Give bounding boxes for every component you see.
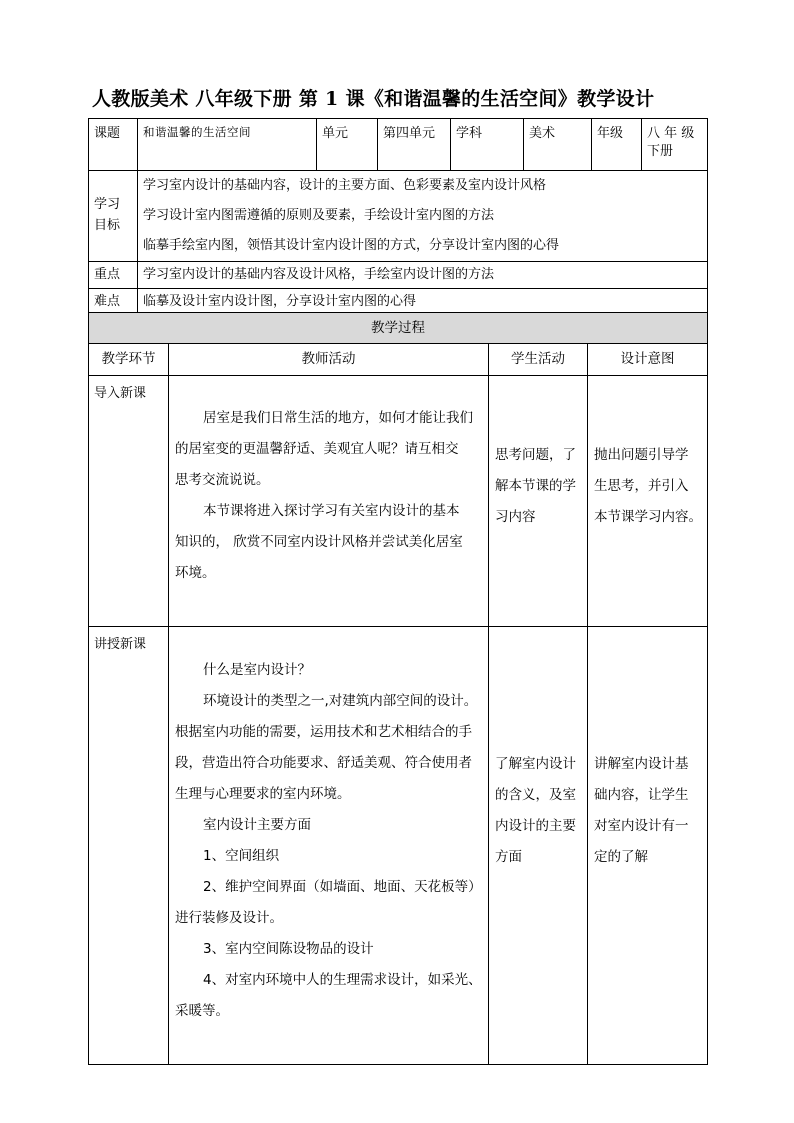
info-row (89, 119, 708, 171)
topic-value: 和谐温馨的生活空间 (138, 119, 317, 171)
objectives-list (138, 171, 708, 262)
teacher-line: 本节课将进入探讨学习有关室内设计的基本 (203, 503, 460, 519)
objectives-label (89, 171, 138, 262)
difficulties-value: 临摹及设计室内设计图，分享设计室内图的心得 (138, 289, 708, 316)
subject-label: 学科 (451, 119, 524, 171)
student-line: 的含义，及室 (495, 787, 576, 803)
difficulties-label: 难点 (89, 289, 138, 316)
teacher-line: 3、室内空间陈设物品的设计 (203, 941, 374, 957)
teacher-line: 2、维护空间界面（如墙面、地面、天花板等） (203, 879, 482, 895)
student-line: 了解室内设计 (495, 756, 576, 772)
grade-label: 年级 (592, 119, 642, 171)
teacher-line: 居室是我们日常生活的地方，如何才能让我们 (203, 410, 473, 426)
process-title: 教学过程 (89, 313, 708, 344)
teacher-line: 的居室变的更温馨舒适、美观宜人呢？请互相交 (175, 441, 459, 457)
teacher-line: 环境。 (175, 565, 216, 581)
student-line: 习内容 (495, 509, 536, 525)
stage-name: 讲授新课 (89, 627, 169, 1065)
unit-value: 第四单元 (378, 119, 451, 171)
teacher-line: 段，营造出符合功能要求、舒适美观、符合使用者 (175, 755, 472, 771)
student-activity (489, 627, 588, 1065)
teacher-line: 环境设计的类型之一,对建筑内部空间的设计。 (203, 693, 478, 709)
lesson-info-table (88, 118, 708, 316)
teacher-line: 进行装修及设计。 (175, 910, 283, 926)
teacher-line: 思考交流说说。 (175, 472, 270, 488)
objective-item: 临摹手绘室内图，领悟其设计室内设计图的方式，分享设计室内图的心得 (143, 238, 560, 253)
teaching-process-table (88, 312, 708, 1065)
intent-line: 本节课学习内容。 (594, 509, 702, 525)
teacher-line: 生理与心理要求的室内环境。 (175, 786, 351, 802)
objectives-row (89, 171, 708, 262)
teacher-line: 知识的， 欣赏不同室内设计风格并尝试美化居室 (175, 534, 463, 550)
teacher-line: 采暖等。 (175, 1003, 229, 1019)
intent-line: 础内容，让学生 (594, 787, 689, 803)
objective-item: 学习设计室内图需遵循的原则及要素，手绘设计室内图的方法 (143, 208, 495, 223)
teacher-activity (169, 627, 489, 1065)
intent-line: 生思考，并引入 (594, 478, 689, 494)
page-title: 人教版美术 八年级下册 第 1 课《和谐温馨的生活空间》教学设计 (92, 88, 655, 110)
teacher-activity (169, 376, 489, 627)
header-student: 学生活动 (489, 344, 588, 376)
student-activity (489, 376, 588, 627)
subject-value: 美术 (524, 119, 592, 171)
grade-value (642, 119, 708, 171)
student-line: 内设计的主要 (495, 818, 576, 834)
teacher-line: 4、对室内环境中人的生理需求设计，如采光、 (203, 972, 482, 988)
header-stage: 教学环节 (89, 344, 169, 376)
key-points-value: 学习室内设计的基础内容及设计风格，手绘室内设计图的方法 (138, 262, 708, 289)
student-line: 思考问题，了 (495, 447, 576, 463)
grade-value-line2: 下册 (647, 143, 674, 159)
teacher-line: 什么是室内设计？ (203, 662, 311, 678)
design-intent (588, 376, 708, 627)
intent-line: 定的了解 (594, 849, 648, 865)
stage-row-intro (89, 376, 708, 627)
intent-line: 对室内设计有一 (594, 818, 689, 834)
student-line: 解本节课的学 (495, 478, 576, 494)
key-points-label: 重点 (89, 262, 138, 289)
grade-value-line1: 八 年 级 (647, 126, 695, 141)
process-header-row (89, 344, 708, 376)
topic-label: 课题 (89, 119, 138, 171)
design-intent (588, 627, 708, 1065)
student-line: 方面 (495, 849, 522, 865)
intent-line: 抛出问题引导学 (594, 447, 689, 463)
intent-line: 讲解室内设计基 (594, 756, 689, 772)
unit-label: 单元 (317, 119, 378, 171)
stage-name: 导入新课 (89, 376, 169, 627)
header-teacher: 教师活动 (169, 344, 489, 376)
objectives-label-line1: 学习 (94, 197, 121, 213)
objective-item: 学习室内设计的基础内容，设计的主要方面、色彩要素及室内设计风格 (143, 178, 547, 193)
header-intent: 设计意图 (588, 344, 708, 376)
teacher-line: 室内设计主要方面 (203, 817, 311, 833)
teacher-line: 根据室内功能的需要，运用技术和艺术相结合的手 (175, 724, 472, 740)
objectives-label-line2: 目标 (94, 218, 121, 233)
key-points-row (89, 262, 708, 289)
teacher-line: 1、空间组织 (203, 848, 280, 864)
stage-row-new-lesson (89, 627, 708, 1065)
